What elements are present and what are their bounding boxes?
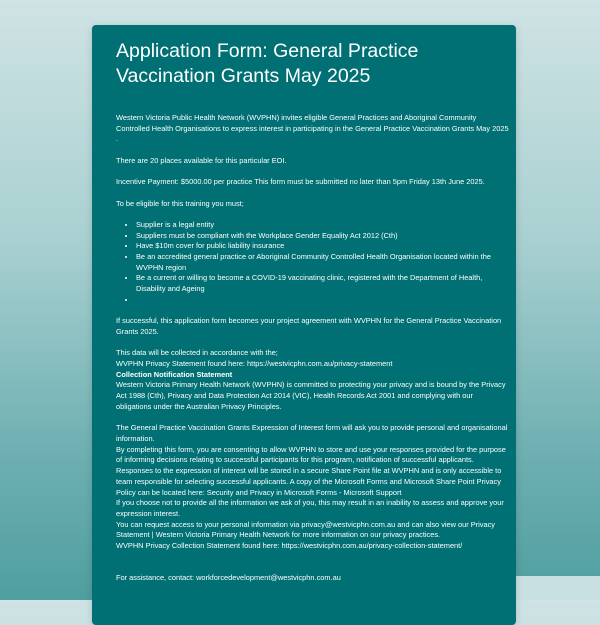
places-text: There are 20 places available for this particular EOI. (116, 155, 287, 165)
background-corner (516, 576, 600, 600)
requirement-item: • Be a current or willing to become a COVID-19 vaccinating clinic, registered with the Department of Health, Disability and Ageing (136, 273, 510, 294)
form-card (92, 25, 516, 625)
incentive-text: Incentive Payment: $5000.00 per practice This form must be submitted no later than 5pm Friday 13th June 2025. (116, 177, 485, 187)
collected-text: This data will be collected in accordance with the; (116, 348, 278, 358)
requirement-item: • Be an accredited general practice or Aboriginal Community Controlled Health Organisation located within the WVPHN region (136, 252, 510, 273)
agreement-text: If successful, this application form becomes your project agreement with WVPHN for the General Practice Vaccination Grants 2025. (116, 316, 502, 336)
collection-heading: Collection Notification Statement (116, 369, 233, 379)
intro-text: Western Victoria Public Health Network (WVPHN) invites eligible General Practices and Aboriginal Community Controlled Health Organisations to express interest in participating in the General Practice Vaccination Grants May 2025 . (116, 113, 509, 144)
eoi-text: The General Practice Vaccination Grants Expression of Interest form will ask you to provide personal and organisational information. (116, 423, 508, 443)
requirements-list (116, 220, 510, 306)
eligibility-intro: To be eligible for this training you must; (116, 198, 244, 208)
form-description (116, 113, 510, 584)
page-title: Application Form: General Practice Vaccination Grants May 2025 (116, 40, 419, 87)
requirement-item-empty (136, 295, 510, 306)
requirement-item: • Supplier is a legal entity (136, 220, 510, 231)
consent-text: By completing this form, you are consenting to allow WVPHN to store and use your responses provided for the purpose of informing decisions relating to successful participants for this program, notification of successful applicants. Responses to the expression of interest will be stored in a secure Share Point file at WVPHN and is only accessible to team responsible for selecting successful applicants. A copy of the Microsoft Forms and Microsoft Share Point Privacy Policy can be located here: Security and Privacy in Microsoft Forms - Microsoft Support (116, 444, 506, 497)
privacy-statement-text: WVPHN Privacy Statement found here: https://westvicphn.com.au/privacy-statement (116, 359, 393, 369)
collection-link-text: WVPHN Privacy Collection Statement found here: https://westvicphn.com.au/privacy-collection-statement/ (116, 541, 463, 551)
requirement-item: • Suppliers must be compliant with the Workplace Gender Equality Act 2012 (Cth) (136, 231, 510, 242)
requirement-item: • Have $10m cover for public liability insurance (136, 241, 510, 252)
choose-text: If you choose not to provide all the information we ask of you, this may result in an inability to assess and approve your expression interest. (116, 498, 504, 518)
access-text: You can request access to your personal information via privacy@westvicphn.com.au and can also view our Privacy Statement | Western Victoria Primary Health Network for more information on our privacy practices. (116, 519, 496, 540)
collection-text: Western Victoria Primary Health Network (WVPHN) is committed to protecting your privacy and is bound by the Privacy Act 1988 (Cth), Privacy and Data Protection Act 2014 (VIC), Health Records Act 2001 and complying with our obligations under the Australian Privacy Principles. (116, 380, 506, 411)
assistance-text: For assistance, contact: workforcedevelopment@westvicphn.com.au (116, 573, 341, 583)
